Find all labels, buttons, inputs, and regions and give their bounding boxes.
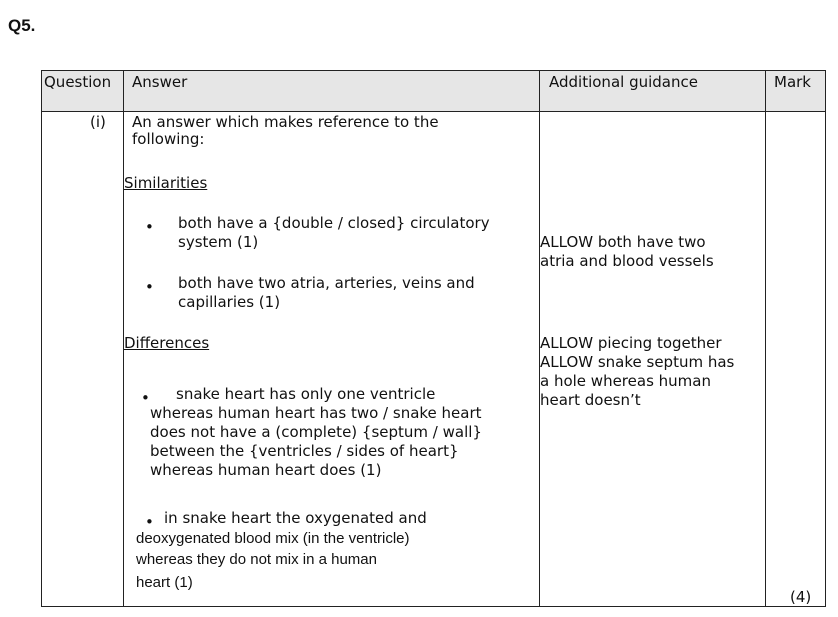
header-answer: Answer [132,73,188,91]
differences-heading: Differences [124,334,210,352]
difference-1-line5: whereas human heart does (1) [150,461,382,479]
difference-2-line3: whereas they do not mix in a human [136,551,377,568]
bullet-icon: • [145,278,154,296]
question-title: Q5. [8,16,36,35]
header-guidance: Additional guidance [549,73,698,91]
bullet-icon: • [145,218,154,236]
difference-1-line4: between the {ventricles / sides of heart} [150,442,459,460]
difference-1-line3: does not have a (complete) {septum / wall} [150,423,482,441]
similarities-heading: Similarities [124,174,208,192]
difference-2-line2: deoxygenated blood mix (in the ventricle) [136,530,410,547]
mark-value: (4) [790,588,812,606]
mark-scheme-table [41,70,826,607]
difference-2-line4: heart (1) [136,574,193,591]
guidance-2-line1: ALLOW piecing together [540,334,722,352]
guidance-2-line3: a hole whereas human [540,372,711,390]
similarity-1-line1: both have a {double / closed} circulatory [178,214,490,232]
difference-2-line1: in snake heart the oxygenated and [164,509,427,527]
answer-intro-line2: following: [132,130,205,148]
difference-1-line1: snake heart has only one ventricle [176,385,436,403]
bullet-icon: • [141,389,150,407]
question-number: (i) [90,113,106,131]
column-divider [765,71,766,606]
guidance-2-line2: ALLOW snake septum has [540,353,735,371]
difference-1-line2: whereas human heart has two / snake heart [150,404,482,422]
similarity-2-line2: capillaries (1) [178,293,281,311]
similarity-1-line2: system (1) [178,233,259,251]
header-question: Question [44,73,112,91]
guidance-1-line2: atria and blood vessels [540,252,714,270]
answer-intro-line1: An answer which makes reference to the [132,113,439,131]
bullet-icon: • [145,513,154,531]
guidance-2-line4: heart doesn’t [540,391,641,409]
guidance-1-line1: ALLOW both have two [540,233,706,251]
similarity-2-line1: both have two atria, arteries, veins and [178,274,475,292]
header-mark: Mark [774,73,811,91]
